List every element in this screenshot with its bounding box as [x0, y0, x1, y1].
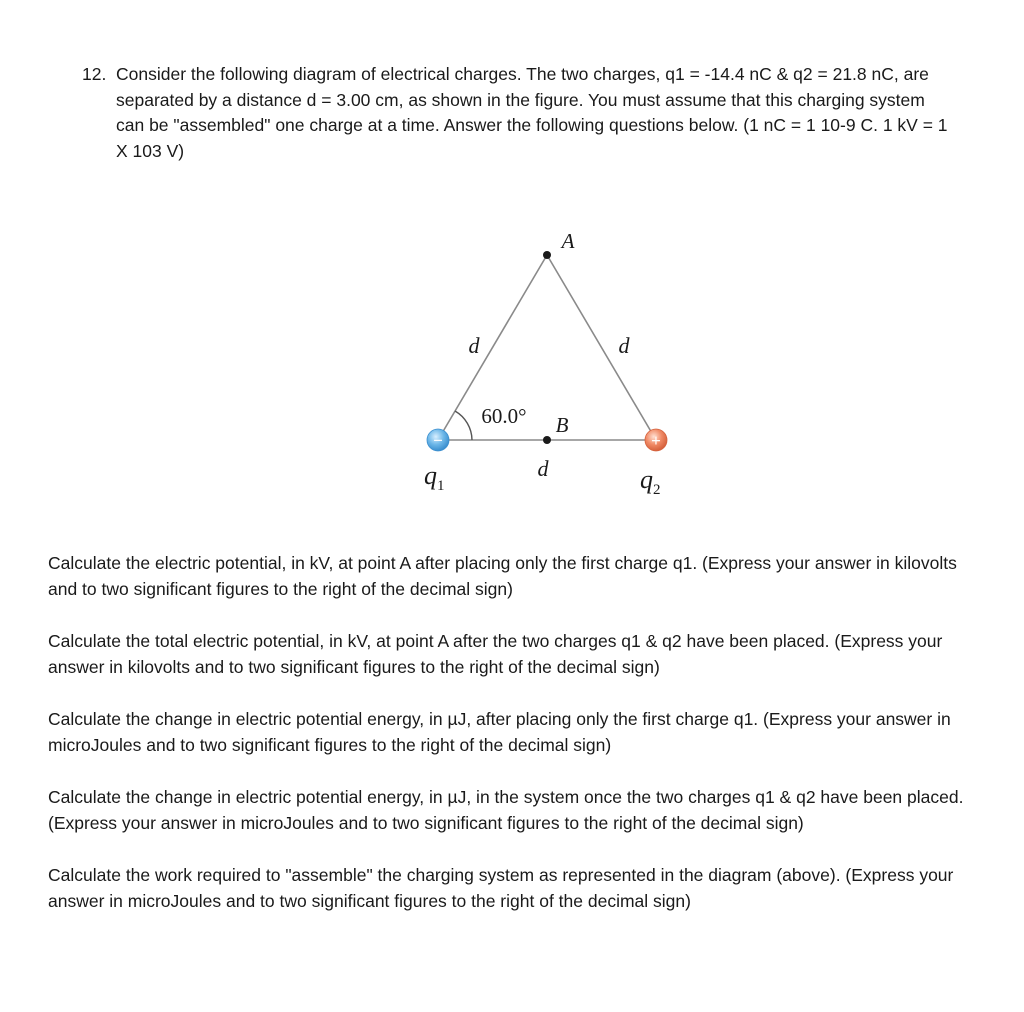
problem-number: 12. — [82, 64, 107, 84]
question-1: Calculate the electric potential, in kV, at point A after placing only the first charge q1. (Express your answer in kilovolts and to two significant figures to the right of the decimal sign) — [48, 553, 957, 599]
q2-sign: + — [651, 431, 661, 450]
q1-letter: q — [424, 461, 437, 490]
q1-subscript: 1 — [437, 478, 445, 494]
point-b-dot — [543, 436, 551, 444]
angle-label: 60.0° — [481, 404, 527, 428]
question-3: Calculate the change in electric potential energy, in µJ, after placing only the first charge q1. (Express your answer in microJoules and to two significant figures to the right of the decimal sign) — [48, 709, 951, 755]
question-2: Calculate the total electric potential, in kV, at point A after the two charges q1 & q2 have been placed. (Express your answer in kilovolts and to two significant figures to the right of the decimal sign) — [48, 631, 943, 677]
q1-sign: − — [433, 431, 443, 450]
question-list — [48, 551, 978, 941]
q2-subscript: 2 — [653, 482, 661, 498]
problem-statement — [82, 62, 952, 164]
q1-label — [424, 461, 445, 494]
point-a-label: A — [561, 229, 575, 253]
angle-arc — [455, 411, 472, 440]
problem-text: Consider the following diagram of electrical charges. The two charges, q1 = -14.4 nC & q2 = 21.8 nC, are separated by a distance d = 3.00 cm, as shown in the figure. You must assume that this charging system can be "assembled" one charge at a time. Answer the following questions below. (1 nC = 1 10-9 C. 1 kV = 1 X 103 V) — [116, 64, 948, 161]
q2-letter: q — [640, 465, 653, 494]
point-b-label: B — [555, 413, 569, 437]
side-bottom-label: d — [537, 456, 549, 481]
side-left-label: d — [468, 333, 480, 358]
question-4: Calculate the change in electric potential energy, in µJ, in the system once the two charges q1 & q2 have been placed. (Express your answer in microJoules and to two significant figures to the right of the decimal sign) — [48, 787, 964, 833]
question-5: Calculate the work required to "assemble" the charging system as represented in the diagram (above). (Express your answer in microJoules and to two significant figures to the right of the decimal sign) — [48, 865, 954, 911]
charge-triangle-diagram — [400, 220, 700, 510]
q2-label — [640, 465, 661, 498]
side-right-label: d — [618, 333, 630, 358]
point-a-dot — [543, 251, 551, 259]
